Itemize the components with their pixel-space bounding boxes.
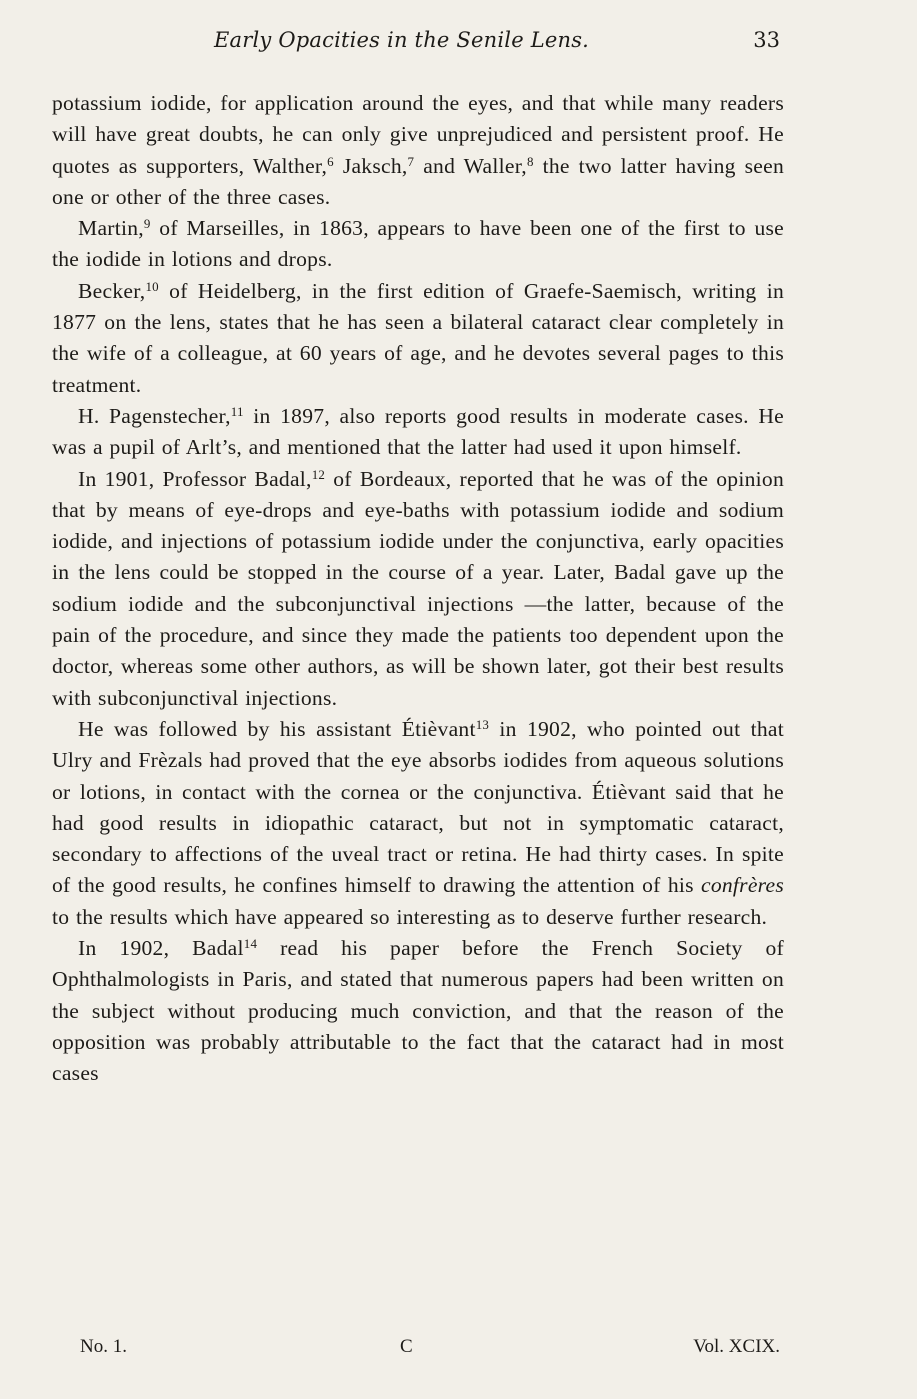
- text-run: in 1902, who pointed out that Ulry and Frèzals had proved that the eye absorbs iodides from aqueous solutions or lotions, in contact with the cornea or the conjunctiva. Étièvant said that he had good results in idiopathic cataract, but not in symptomatic cataract, secondary to affections of the uveal tract or retina. He had thirty cases. In spite of the good results, he confines himself to drawing the attention of his: [52, 716, 784, 898]
- footnote-reference: 6: [327, 153, 334, 169]
- paragraph: [52, 401, 784, 464]
- issue-number: No. 1.: [80, 1336, 127, 1357]
- page-header: [52, 28, 784, 64]
- page-number: 33: [753, 28, 780, 52]
- text-run: He was followed by his assistant Étièvant: [78, 716, 476, 741]
- text-run: Becker,: [78, 278, 146, 303]
- paragraph: [52, 88, 784, 213]
- footnote-reference: 12: [311, 466, 326, 482]
- footnote-reference: 14: [243, 935, 258, 951]
- running-title: Early Opacities in the Senile Lens.: [214, 28, 590, 52]
- page-footer: [60, 1336, 784, 1366]
- text-run: in 1897, also reports good results in moderate cases. He was a pupil of Arlt’s, and mentioned that the latter had used it upon himself.: [52, 403, 784, 460]
- text-run: In 1902, Badal: [78, 936, 244, 961]
- footnote-reference: 10: [145, 278, 159, 294]
- footnote-reference: 7: [407, 153, 415, 169]
- paragraph: [52, 933, 784, 1089]
- volume-number: Vol. XCIX.: [693, 1336, 780, 1357]
- text-run: Jaksch,: [333, 153, 408, 178]
- text-run: of Bordeaux, reported that he was of the opinion that by means of eye-drops and eye-baths with potassium iodide and sodium iodide, and injections of potassium iodide under the conjunctiva, early opacities in the lens could be stopped in the course of a year. Later, Badal gave up the sodium iodide and the subconjunctival injections —the latter, because of the pain of the procedure, and since they made the patients too dependent upon the doctor, whereas some other authors, as will be shown later, got their best results with subconjunctival injections.: [52, 466, 784, 710]
- italic-text: confrères: [700, 873, 784, 898]
- footnote-reference: 8: [526, 153, 534, 169]
- text-run: and Waller,: [414, 153, 527, 178]
- text-run: potassium iodide, for application around the eyes, and that while many readers will have great doubts, he can only give unprejudiced and persistent proof. He quotes as supporters, Walther,: [52, 91, 784, 178]
- text-run: Martin,: [78, 216, 144, 241]
- paragraph: [52, 276, 784, 401]
- paragraph: [52, 464, 784, 714]
- paragraph: [52, 213, 784, 276]
- text-run: read his paper before the French Society of Ophthalmologists in Paris, and stated that numerous papers had been written on the subject without producing much conviction, and that the reason of the opposition was probably attributable to the fact that the cataract had in most cases: [52, 936, 784, 1086]
- text-run: to the results which have appeared so interesting as to deserve further research.: [52, 904, 768, 929]
- paragraph: [52, 714, 784, 933]
- text-run: H. Pagenstecher,: [78, 403, 231, 428]
- body-text: [52, 88, 784, 1090]
- text-run: In 1901, Professor Badal,: [78, 466, 312, 491]
- footnote-reference: 9: [143, 216, 151, 232]
- footnote-reference: 11: [230, 403, 244, 419]
- footnote-reference: 13: [475, 716, 490, 732]
- text-run: of Heidelberg, in the first edition of Graefe-Saemisch, writing in 1877 on the lens, states that he has seen a bilateral cataract clear completely in the wife of a colleague, at 60 years of age, and he devotes several pages to this treatment.: [52, 278, 784, 397]
- text-run: of Marseilles, in 1863, appears to have been one of the first to use the iodide in lotions and drops.: [52, 216, 784, 272]
- signature-mark: C: [400, 1336, 413, 1357]
- text-run: the two latter having seen one or other of the three cases.: [52, 153, 784, 209]
